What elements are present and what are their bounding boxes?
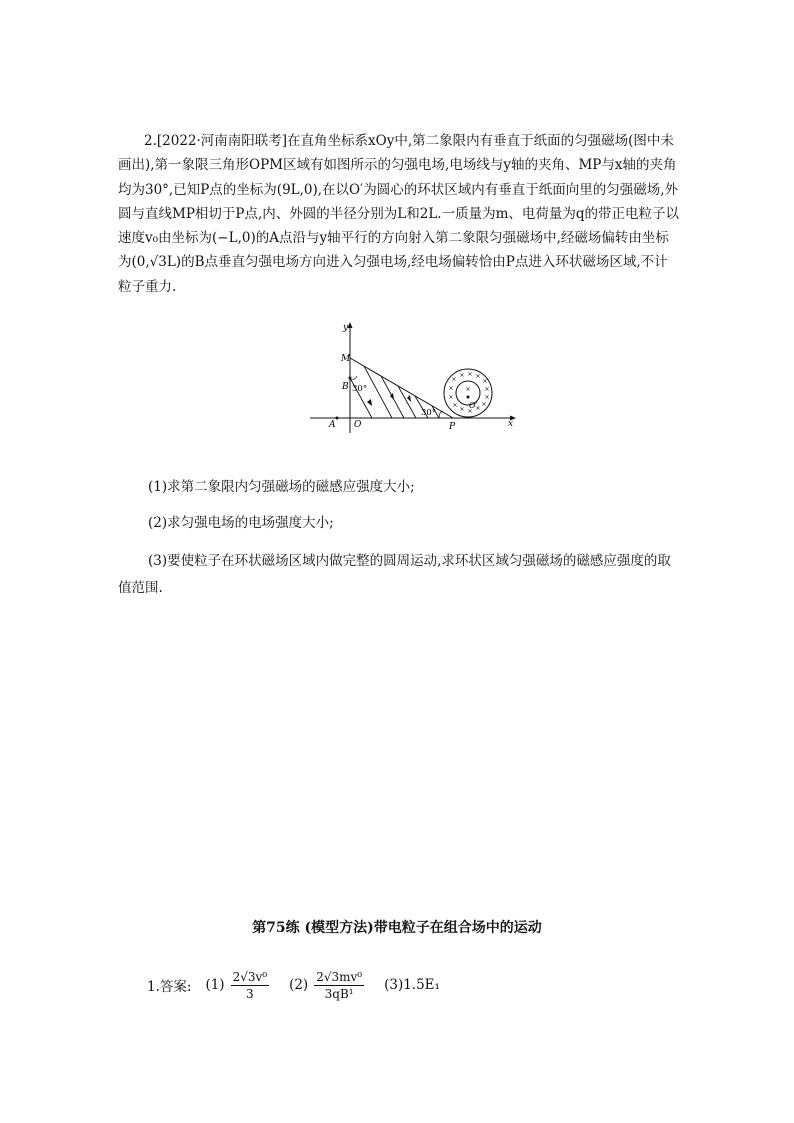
answer-prefix: 1.答案: <box>147 979 192 995</box>
svg-text:×: × <box>484 393 490 401</box>
svg-text:×: × <box>459 371 465 379</box>
center-o-prime <box>467 396 470 399</box>
point-b <box>349 377 352 380</box>
question-1: (1)求第二象限内匀强磁场的磁感应强度大小; <box>148 479 415 495</box>
question-2: (2)求匀强电场的电场强度大小; <box>148 515 334 531</box>
question-3: (3)要使粒子在环状磁场区域内做完整的圆周运动,求环状区域匀强磁场的磁感应强度的取值范围. <box>118 553 671 596</box>
label-o-prime: O′ <box>469 401 478 410</box>
angle-label-m: 30° <box>352 384 368 394</box>
svg-text:×: × <box>482 377 488 385</box>
svg-text:×: × <box>459 405 465 413</box>
answer-part3: (3)1.5E₁ <box>384 977 440 993</box>
answer-part2-numerator: 2√3mv⁰ <box>316 969 363 984</box>
svg-text:×: × <box>481 400 487 408</box>
answer-part1-label: (1) <box>205 977 225 993</box>
answer-part1-fraction <box>231 970 270 1001</box>
answer-part2-denominator: 3qB¹ <box>324 986 354 1001</box>
angle-label-p: 30° <box>421 408 437 418</box>
label-p: P <box>449 422 456 432</box>
problem-figure <box>305 318 525 433</box>
label-a: A <box>329 420 336 430</box>
section-title: 第75练 (模型方法)带电粒子在组合场中的运动 <box>252 920 542 936</box>
y-axis-arrow <box>348 322 353 328</box>
svg-text:×: × <box>475 372 481 380</box>
point-a <box>336 417 339 420</box>
label-x: x <box>508 419 514 429</box>
label-o: O <box>354 420 362 430</box>
answer-part2-label: (2) <box>289 977 309 993</box>
svg-text:×: × <box>465 385 471 393</box>
svg-text:×: × <box>448 384 454 392</box>
svg-text:×: × <box>484 385 490 393</box>
field-arrows <box>367 393 411 406</box>
svg-text:×: × <box>467 407 473 415</box>
svg-text:×: × <box>475 404 481 412</box>
answer-part1-numerator: 2√3v⁰ <box>232 969 268 984</box>
svg-text:×: × <box>448 393 454 401</box>
svg-text:×: × <box>452 401 458 409</box>
label-m: M <box>341 354 351 364</box>
answer-line <box>147 960 440 1010</box>
label-y: y <box>343 323 349 333</box>
svg-text:×: × <box>467 370 473 378</box>
svg-text:×: × <box>451 375 457 383</box>
answer-part1-denominator: 3 <box>246 986 254 1001</box>
problem-text: 2.[2022·河南南阳联考]在直角坐标系xOy中,第二象限内有垂直于纸面的匀强磁场(图中未画出),第一象限三角形OPM区域有如图所示的匀强电场,电场线与y轴的夹角、MP与x轴的夹角均为30°,已知P点的坐标为(9L,0),在以O′为圆心的环状区域内有垂直于纸面向里的匀强磁场,外圆与直线MP相切于P点,内、外圆的半径分别为L和2L.一质量为m、电荷量为q的带正电粒子以速度v₀由坐标为(−L,0)的A点沿与y轴平行的方向射入第二象限匀强磁场中,经磁场偏转由坐标为(0,√3L)的B点垂直匀强电场方向进入匀强电场,经电场偏转恰由P点进入环状磁场区域,不计粒子重力. <box>118 133 680 295</box>
answer-part2-fraction <box>314 970 364 1001</box>
label-b: B <box>342 382 349 392</box>
